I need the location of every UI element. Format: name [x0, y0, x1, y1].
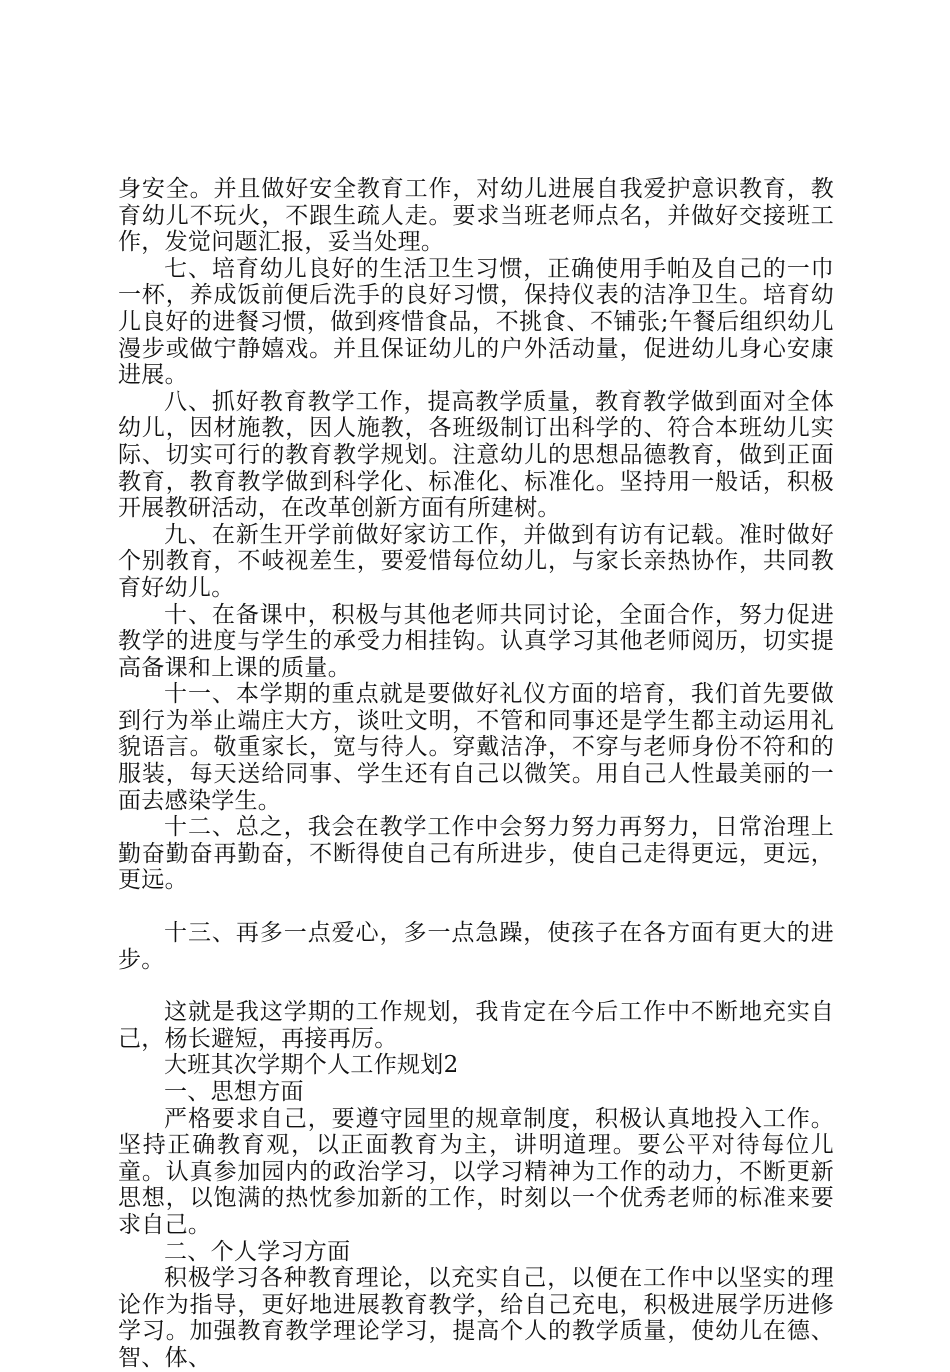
paragraph-item-9: 九、在新生开学前做好家访工作，并做到有访有记载。准时做好个别教育，不岐视差生，要爱惜每位幼儿，与家长亲热协作，共同教育好幼儿。 — [118, 521, 834, 601]
paragraph-safety-continued: 身安全。并且做好安全教育工作，对幼儿进展自我爱护意识教育，教育幼儿不玩火，不跟生疏人走。要求当班老师点名，并做好交接班工作，发觉问题汇报，妥当处理。 — [118, 176, 834, 256]
paragraph-item-12: 十二、总之，我会在教学工作中会努力努力再努力，日常治理上勤奋勤奋再勤奋，不断得使自己有所进步，使自己走得更远，更远，更远。 — [118, 814, 834, 894]
document-body — [118, 176, 834, 1372]
paragraph-ideology: 严格要求自己，要遵守园里的规章制度，积极认真地投入工作。坚持正确教育观，以正面教育为主，讲明道理。要公平对待每位儿童。认真参加园内的政治学习，以学习精神为工作的动力，不断更新思想，以饱满的热忱参加新的工作，时刻以一个优秀老师的标准来要求自己。 — [118, 1105, 834, 1238]
paragraph-item-11: 十一、本学期的重点就是要做好礼仪方面的培育，我们首先要做到行为举止端庄大方，谈吐文明，不管和同事还是学生都主动运用礼貌语言。敬重家长，宽与待人。穿戴洁净，不穿与老师身份不符和的服装，每天送给同事、学生还有自己以微笑。用自己人性最美丽的一面去感染学生。 — [118, 681, 834, 814]
paragraph-item-13: 十三、再多一点爱心，多一点急躁，使孩子在各方面有更大的进步。 — [118, 920, 834, 973]
paragraph-conclusion: 这就是我这学期的工作规划，我肯定在今后工作中不断地充实自己，杨长避短，再接再厉。 — [118, 999, 834, 1052]
paragraph-personal-study: 积极学习各种教育理论，以充实自己，以便在工作中以坚实的理论作为指导，更好地进展教育教学，给自己充电，积极进展学历进修学习。加强教育教学理论学习，提高个人的教学质量，使幼儿在德、智、体、 — [118, 1265, 834, 1371]
heading-personal-study: 二、个人学习方面 — [164, 1238, 351, 1265]
section-title: 大班其次学期个人工作规划2 — [164, 1052, 459, 1079]
paragraph-item-8: 八、抓好教育教学工作，提高教学质量，教育教学做到面对全体幼儿，因材施教，因人施教，各班级制订出科学的、符合本班幼儿实际、切实可行的教育教学规划。注意幼儿的思想品德教育，做到正面教育，教育教学做到科学化、标准化、标准化。坚持用一般话，积极开展教研活动，在改革创新方面有所建树。 — [118, 388, 834, 522]
heading-ideology: 一、思想方面 — [164, 1079, 304, 1105]
paragraph-item-7: 七、培育幼儿良好的生活卫生习惯，正确使用手帕及自己的一巾一杯，养成饭前便后洗手的良好习惯，保持仪表的洁净卫生。培育幼儿良好的进餐习惯，做到疼惜食品，不挑食、不铺张;午餐后组织幼儿漫步或做宁静嬉戏。并且保证幼儿的户外活动量，促进幼儿身心安康进展。 — [118, 255, 834, 389]
paragraph-item-10: 十、在备课中，积极与其他老师共同讨论，全面合作，努力促进教学的进度与学生的承受力相挂钩。认真学习其他老师阅历，切实提高备课和上课的质量。 — [118, 601, 834, 681]
